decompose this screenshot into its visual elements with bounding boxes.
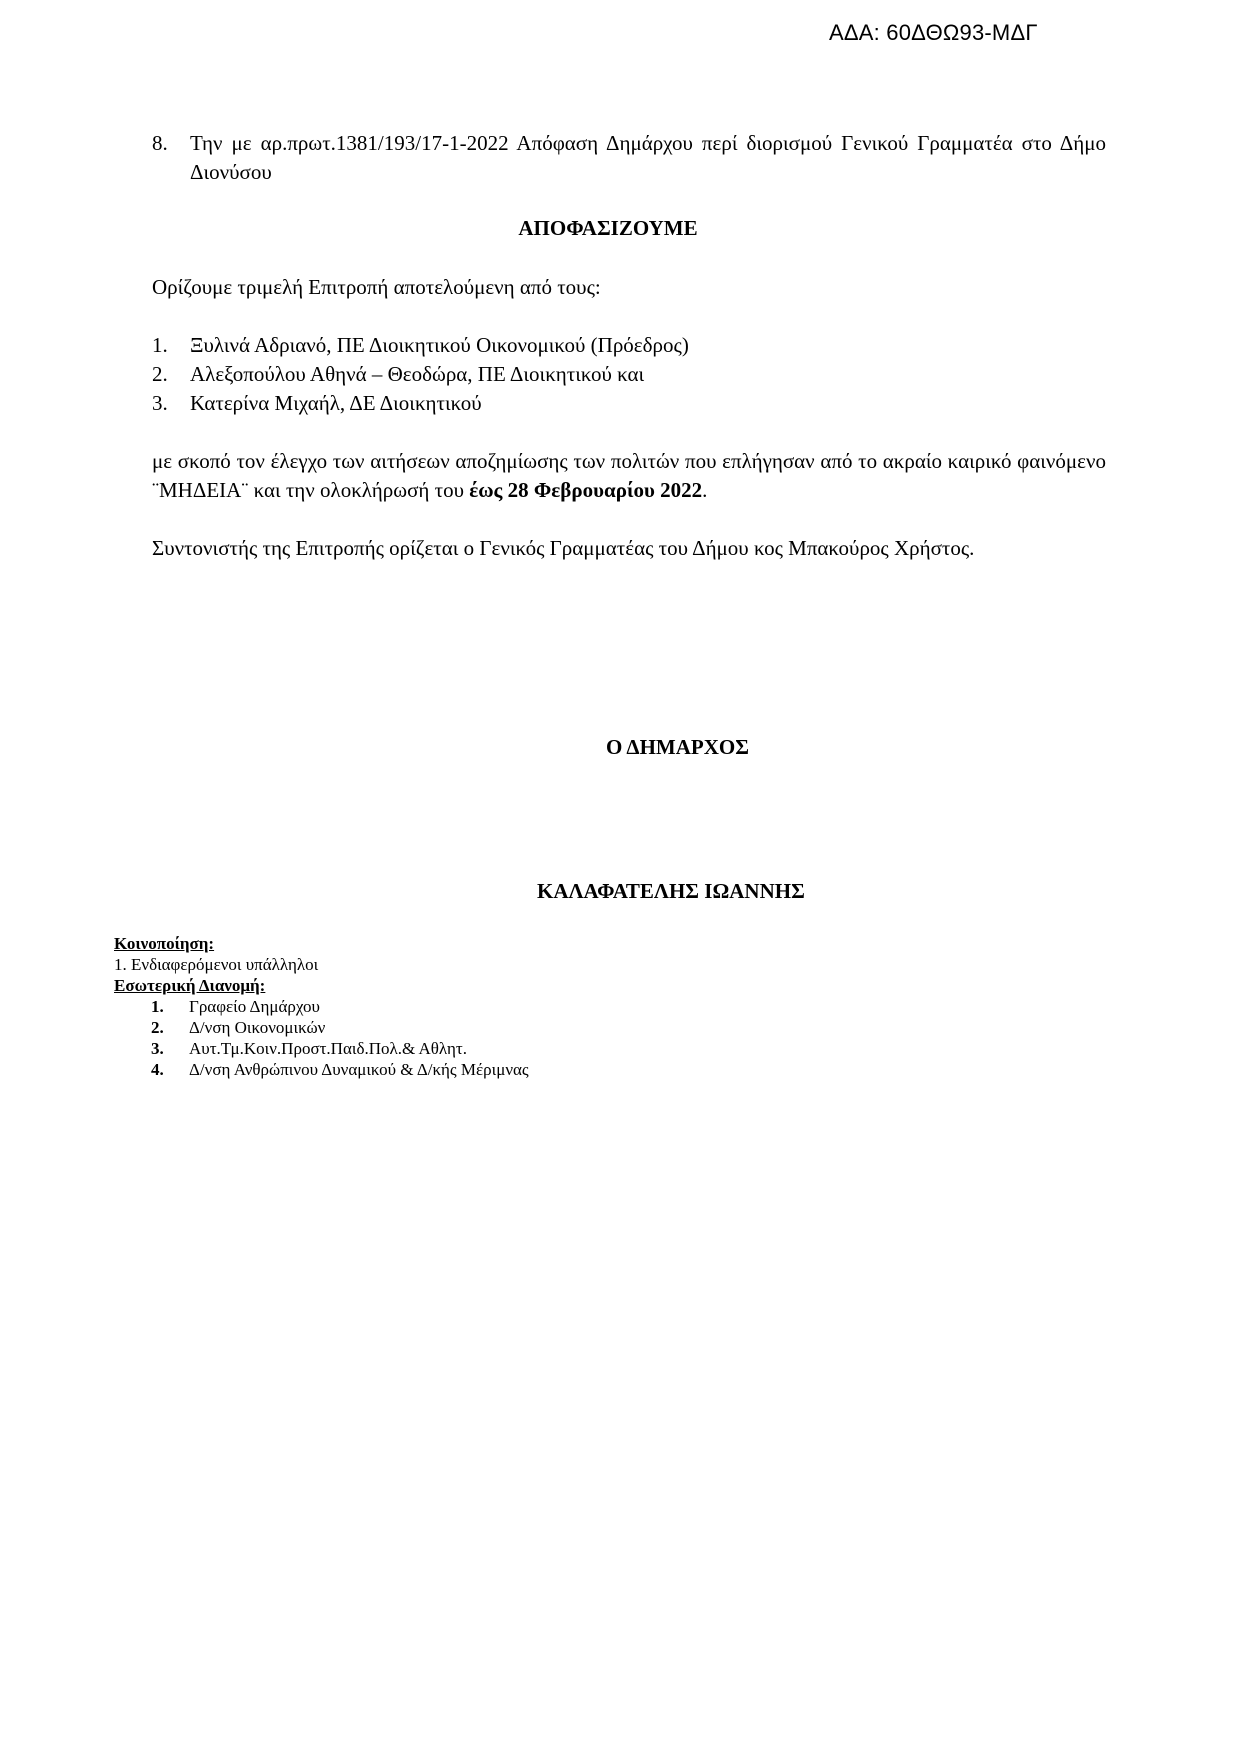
ada-code: ΑΔΑ: 60ΔΘΩ93-ΜΔΓ — [829, 20, 1038, 45]
signature-name: ΚΑΛΑΦΑΤΕΛΗΣ ΙΩΑΝΝΗΣ — [537, 879, 805, 903]
purpose-end: . — [702, 478, 708, 502]
notification-item: 1. Ενδιαφερόμενοι υπάλληλοι — [114, 955, 319, 974]
internal-item-text: Γραφείο Δημάρχου — [189, 997, 320, 1016]
internal-item-text: Δ/νση Οικονομικών — [189, 1018, 326, 1037]
preamble-item-number: 8. — [152, 131, 168, 155]
list-item — [151, 1017, 529, 1038]
preamble-item-8 — [152, 129, 1106, 187]
internal-distribution-list — [114, 996, 529, 1080]
list-item — [152, 360, 1106, 389]
notification-label: Κοινοποίηση: — [114, 934, 215, 953]
member-number: 3. — [152, 391, 168, 415]
internal-item-number: 1. — [151, 997, 164, 1016]
list-item — [152, 331, 1106, 360]
member-number: 2. — [152, 362, 168, 386]
member-number: 1. — [152, 333, 168, 357]
member-text: Αλεξοπούλου Αθηνά – Θεοδώρα, ΠΕ Διοικητικού και — [190, 362, 645, 386]
internal-item-number: 4. — [151, 1060, 164, 1079]
coordinator-paragraph: Συντονιστής της Επιτροπής ορίζεται ο Γενικός Γραμματέας του Δήμου κος Μπακούρος Χρήστος. — [152, 536, 975, 560]
list-item — [152, 389, 1106, 418]
internal-distribution-label: Εσωτερική Διανομή: — [114, 976, 266, 995]
decision-heading: ΑΠΟΦΑΣΙΖΟΥΜΕ — [518, 216, 698, 240]
purpose-text: με σκοπό τον έλεγχο των αιτήσεων αποζημίωσης των πολιτών που επλήγησαν από το ακραίο καιρικό φαινόμενο ¨ΜΗΔΕΙΑ¨ και την ολοκλήρωσή του — [152, 449, 1106, 502]
committee-members-list — [152, 331, 1106, 418]
committee-intro: Ορίζουμε τριμελή Επιτροπή αποτελούμενη από τους: — [152, 275, 601, 299]
internal-item-text: Αυτ.Τμ.Κοιν.Προστ.Παιδ.Πολ.& Αθλητ. — [189, 1039, 467, 1058]
member-text: Κατερίνα Μιχαήλ, ΔΕ Διοικητικού — [190, 391, 482, 415]
signature-title: Ο ΔΗΜΑΡΧΟΣ — [606, 735, 749, 759]
list-item — [151, 1038, 529, 1059]
list-item — [151, 1059, 529, 1080]
internal-item-text: Δ/νση Ανθρώπινου Δυναμικού & Δ/κής Μέριμνας — [189, 1060, 529, 1079]
purpose-deadline: έως 28 Φεβρουαρίου 2022 — [469, 478, 703, 502]
member-text: Ξυλινά Αδριανό, ΠΕ Διοικητικού Οικονομικού (Πρόεδρος) — [190, 333, 689, 357]
distribution-block — [114, 933, 529, 1080]
internal-item-number: 3. — [151, 1039, 164, 1058]
internal-item-number: 2. — [151, 1018, 164, 1037]
list-item — [151, 996, 529, 1017]
preamble-item-text: Την με αρ.πρωτ.1381/193/17-1-2022 Απόφαση Δημάρχου περί διορισμού Γενικού Γραμματέα στο Δήμο Διονύσου — [190, 131, 1106, 184]
purpose-paragraph — [152, 447, 1106, 505]
